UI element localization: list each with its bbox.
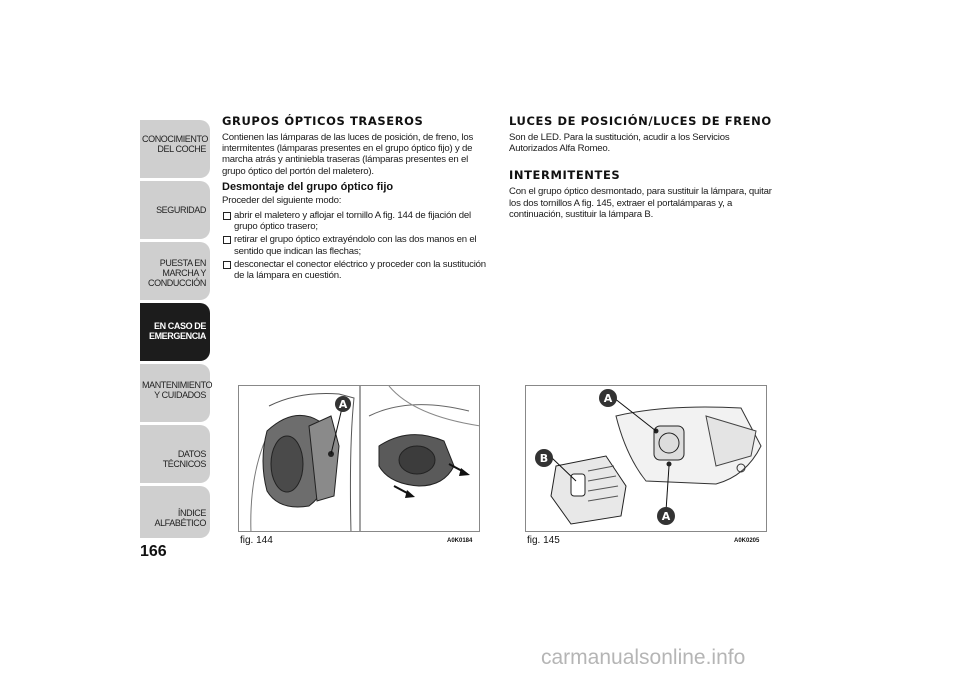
watermark: carmanualsonline.info — [541, 646, 746, 669]
step-item: desconectar el conector eléctrico y proceder con la sustitución de la lámpara en cuestión. — [222, 259, 492, 281]
figure-145-illustration — [526, 386, 767, 532]
callout-a-bottom-label: A — [661, 510, 671, 523]
tab-mantenimiento-y-cuidados[interactable]: MANTENIMIENTO Y CUIDADOS — [140, 364, 210, 422]
luces-posicion-text: Son de LED. Para la sustitución, acudir a los Servicios Autorizados Alfa Romeo. — [509, 132, 730, 155]
intermitentes-text: Con el grupo óptico desmontado, para sustituir la lámpara, quitar los dos tornillos A fig. 145, extraer el portalámparas y, a continuación, sustituir la lámpara B. — [509, 186, 772, 220]
callout-a-top-label: A — [603, 392, 613, 405]
figure-144-illustration — [239, 386, 480, 532]
figure-145 — [525, 385, 767, 532]
heading-luces-posicion: LUCES DE POSICIÓN/LUCES DE FRENO — [509, 114, 772, 128]
procedure-steps — [222, 210, 492, 281]
tab-datos-tecnicos[interactable]: DATOS TÉCNICOS — [140, 425, 210, 483]
heading-intermitentes: INTERMITENTES — [509, 168, 621, 183]
tab-conocimiento-del-coche[interactable]: CONOCIMIENTO DEL COCHE — [140, 120, 210, 178]
step-item: abrir el maletero y aflojar el tornillo A fig. 144 de fijación del grupo óptico trasero; — [222, 210, 492, 232]
heading-grupos-opticos: GRUPOS ÓPTICOS TRASEROS — [222, 114, 424, 128]
callout-a-label: A — [338, 398, 348, 411]
callout-b-label: B — [539, 452, 549, 465]
figure-144-caption: fig. 144 — [240, 535, 273, 546]
tab-en-caso-de-emergencia[interactable]: EN CASO DE EMERGENCIA — [140, 303, 210, 361]
figure-144 — [238, 385, 480, 532]
procedure-intro: Proceder del siguiente modo: — [222, 194, 342, 206]
intro-paragraph: Contienen las lámparas de las luces de posición, de freno, los intermitentes (lámparas presentes en el grupo óptico fijo) y de marcha atrás y antiniebla traseras (lámparas presentes en el grupo óptico del portón del maletero). — [222, 132, 474, 177]
step-item: retirar el grupo óptico extrayéndolo con las dos manos en el sentido que indican las flechas; — [222, 234, 492, 256]
figure-145-caption: fig. 145 — [527, 535, 560, 546]
left-column — [222, 114, 492, 283]
subheading-desmontaje: Desmontaje del grupo óptico fijo — [222, 180, 394, 193]
figure-144-code: A0K0184 — [447, 538, 473, 544]
tab-indice-alfabetico[interactable]: ÍNDICE ALFABÉTICO — [140, 486, 210, 538]
right-column — [509, 114, 779, 224]
figure-145-code: A0K0205 — [734, 538, 760, 544]
tab-seguridad[interactable]: SEGURIDAD — [140, 181, 210, 239]
page-number: 166 — [140, 543, 167, 560]
tab-puesta-en-marcha[interactable]: PUESTA EN MARCHA Y CONDUCCIÓN — [140, 242, 210, 300]
